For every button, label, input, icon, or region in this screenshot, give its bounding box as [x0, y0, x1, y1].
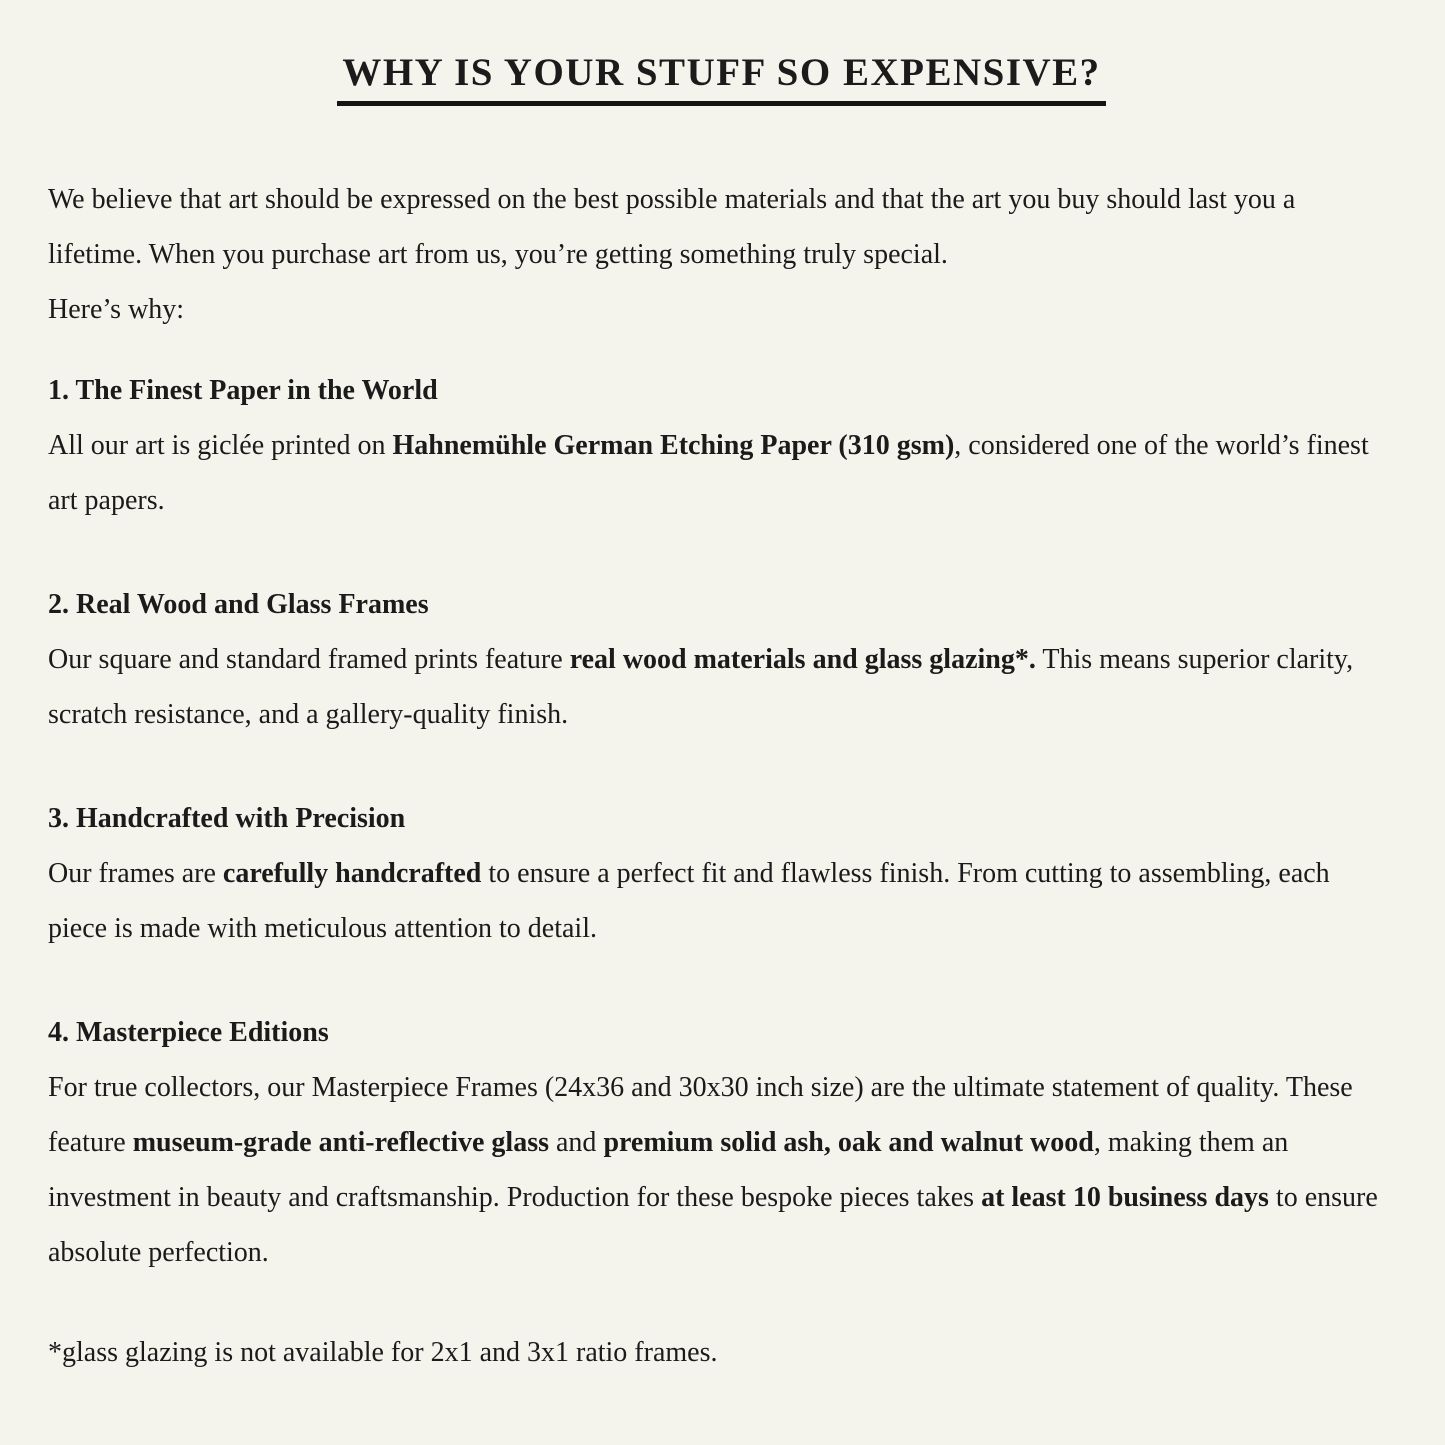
- bold-text: Hahnemühle German Etching Paper (310 gsm): [392, 429, 955, 461]
- section-heading: 1. The Finest Paper in the World: [48, 374, 438, 406]
- body-text: to ensure absolute perfection.: [48, 1181, 1378, 1268]
- section-heading: 3. Handcrafted with Precision: [48, 802, 406, 834]
- bold-text: premium solid ash, oak and walnut wood: [603, 1126, 1094, 1158]
- content: [48, 172, 1395, 1280]
- body-text: For true collectors, our Masterpiece Frames (24x36 and 30x30 inch size) are the ultimate statement of quality. These feature: [48, 1071, 1353, 1158]
- body-text: We believe that art should be expressed on the best possible materials and that the art you buy should last you a lifetime. When you purchase art from us, you’re getting something truly special.: [48, 183, 1296, 270]
- section-body: [48, 632, 1395, 742]
- body-text: Our square and standard framed prints feature: [48, 643, 570, 675]
- intro-paragraph: [48, 172, 1395, 282]
- body-text: All our art is giclée printed on: [48, 429, 393, 461]
- section: [48, 1005, 1395, 1280]
- bold-text: real wood materials and glass glazing*.: [569, 643, 1036, 675]
- section-heading: 4. Masterpiece Editions: [48, 1016, 329, 1048]
- body-text: to ensure a perfect fit and flawless finish. From cutting to assembling, each piece is made with meticulous attention to detail.: [48, 857, 1330, 944]
- body-text: Our frames are: [48, 857, 223, 889]
- body-text: , making them an investment in beauty and craftsmanship. Production for these bespoke pieces takes: [48, 1126, 1289, 1213]
- section-body: [48, 1060, 1395, 1280]
- title-container: [48, 52, 1395, 106]
- section-body: [48, 418, 1395, 528]
- page-title: WHY IS YOUR STUFF SO EXPENSIVE?: [337, 52, 1105, 106]
- footnote: *glass glazing is not available for 2x1 and 3x1 ratio frames.: [48, 1336, 718, 1368]
- body-text: This means superior clarity, scratch resistance, and a gallery-quality finish.: [48, 643, 1354, 730]
- section: [48, 791, 1395, 956]
- bold-text: at least 10 business days: [981, 1181, 1269, 1213]
- intro-paragraph: [48, 282, 1395, 337]
- body-text: and: [549, 1126, 604, 1158]
- section-body: [48, 846, 1395, 956]
- body-text: Here’s why:: [48, 293, 185, 325]
- bold-text: museum-grade anti-reflective glass: [132, 1126, 549, 1158]
- bold-text: carefully handcrafted: [222, 857, 482, 889]
- section-heading: 2. Real Wood and Glass Frames: [48, 588, 429, 620]
- body-text: , considered one of the world’s finest art papers.: [48, 429, 1369, 516]
- section: [48, 577, 1395, 742]
- section: [48, 363, 1395, 528]
